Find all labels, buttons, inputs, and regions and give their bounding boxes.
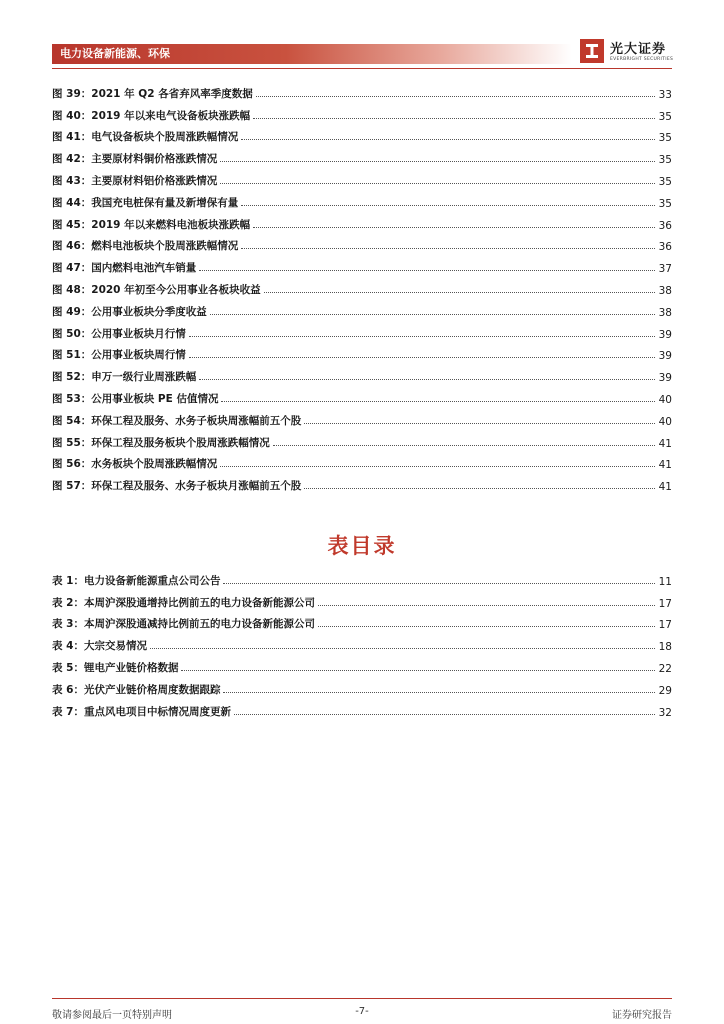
dot-leader [273,444,655,446]
figure-entry[interactable] [52,210,672,232]
dot-leader [150,647,655,649]
figure-entry[interactable] [52,297,672,319]
figure-entry-page: 37 [658,263,672,276]
table-entry-page: 32 [658,706,672,719]
table-list [52,566,672,719]
dot-leader [318,625,655,627]
figure-entry-page: 40 [658,393,672,406]
figure-entry[interactable] [52,406,672,428]
logo-mark-icon [580,39,604,63]
table-entry-label: 表 3：本周沪深股通减持比例前五的电力设备新能源公司 [52,618,315,631]
figure-entry[interactable] [52,123,672,145]
dot-leader [304,422,655,424]
dot-leader [223,691,655,693]
figure-entry-page: 40 [658,415,672,428]
dot-leader [253,117,655,119]
table-entry-page: 17 [658,619,672,632]
figure-entry-label: 图 56：水务板块个股周涨跌幅情况 [52,458,218,471]
table-entry[interactable] [52,610,672,632]
figure-entry[interactable] [52,362,672,384]
company-logo [580,36,680,70]
header-section-title: 电力设备新能源、环保 [60,47,170,60]
footer-divider [52,998,672,999]
figure-entry[interactable] [52,144,672,166]
figure-entry-label: 图 45：2019 年以来燃料电池板块涨跌幅 [52,218,251,231]
figure-entry-label: 图 49：公用事业板块分季度收益 [52,305,207,318]
table-entry[interactable] [52,675,672,697]
table-entry[interactable] [52,566,672,588]
figure-entry[interactable] [52,428,672,450]
dot-leader [220,182,655,184]
figure-entry-page: 36 [658,219,672,232]
figure-entry[interactable] [52,471,672,493]
figure-entry-label: 图 50：公用事业板块月行情 [52,327,186,340]
figure-entry-page: 38 [658,306,672,319]
table-entry[interactable] [52,697,672,719]
logo-text-cn: 光大证券 [610,42,667,57]
figure-entry[interactable] [52,101,672,123]
figure-entry[interactable] [52,79,672,101]
figure-entry-page: 35 [658,132,672,145]
footer-disclaimer: 敬请参阅最后一页特别声明 [52,1010,172,1021]
table-entry[interactable] [52,653,672,675]
figure-entry-page: 39 [658,372,672,385]
table-entry-label: 表 6：光伏产业链价格周度数据跟踪 [52,683,221,696]
dot-leader [199,269,655,271]
table-entry-page: 22 [658,662,672,675]
table-entry-label: 表 1：电力设备新能源重点公司公告 [52,574,221,587]
table-entry-label: 表 5：锂电产业链价格数据 [52,661,179,674]
figure-entry-label: 图 57：环保工程及服务、水务子板块月涨幅前五个股 [52,480,302,493]
dot-leader [318,604,655,606]
table-entry-page: 18 [658,641,672,654]
dot-leader [220,465,655,467]
figure-entry-label: 图 42：主要原材料铜价格涨跌情况 [52,153,218,166]
figure-entry[interactable] [52,450,672,472]
figure-entry[interactable] [52,166,672,188]
figure-entry-label: 图 55：环保工程及服务板块个股周涨跌幅情况 [52,436,270,449]
dot-leader [304,487,655,489]
figure-entry-label: 图 41：电气设备板块个股周涨跌幅情况 [52,131,239,144]
figure-entry-page: 35 [658,197,672,210]
figure-entry-label: 图 46：燃料电池板块个股周涨跌幅情况 [52,240,239,253]
dot-leader [241,138,655,140]
figure-entry-page: 33 [658,88,672,101]
figure-entry-page: 39 [658,350,672,363]
figure-entry[interactable] [52,319,672,341]
table-entry-label: 表 4：大宗交易情况 [52,640,147,653]
table-entry-page: 17 [658,597,672,610]
table-entry-page: 11 [658,575,672,588]
figure-entry-label: 图 48：2020 年初至今公用事业各板块收益 [52,283,261,296]
figure-entry-page: 39 [658,328,672,341]
footer-report-type: 证券研究报告 [612,1010,672,1021]
dot-leader [256,95,655,97]
dot-leader [234,713,655,715]
figure-entry-page: 35 [658,110,672,123]
dot-leader [253,226,655,228]
figure-entry-label: 图 52：申万一级行业周涨跌幅 [52,371,197,384]
dot-leader [241,247,655,249]
dot-leader [220,160,655,162]
figure-entry-page: 41 [658,437,672,450]
table-entry[interactable] [52,588,672,610]
table-entry-label: 表 7：重点风电项目中标情况周度更新 [52,705,231,718]
dot-leader [221,400,655,402]
dot-leader [189,335,655,337]
figure-entry-label: 图 51：公用事业板块周行情 [52,349,186,362]
figure-entry[interactable] [52,275,672,297]
figure-entry-label: 图 40：2019 年以来电气设备板块涨跌幅 [52,109,251,122]
figure-entry-label: 图 53：公用事业板块 PE 估值情况 [52,392,219,405]
dot-leader [181,669,655,671]
dot-leader [264,291,655,293]
figure-list [52,79,672,493]
figure-entry[interactable] [52,232,672,254]
table-entry-page: 29 [658,684,672,697]
figure-entry[interactable] [52,341,672,363]
figure-entry[interactable] [52,188,672,210]
dot-leader [223,582,655,584]
figure-entry-label: 图 54：环保工程及服务、水务子板块周涨幅前五个股 [52,414,302,427]
dot-leader [210,313,655,315]
figure-entry-page: 35 [658,154,672,167]
figure-entry-page: 36 [658,241,672,254]
logo-text-en: EVERBRIGHT SECURITIES [610,57,674,62]
figure-entry[interactable] [52,253,672,275]
dot-leader [199,378,655,380]
table-entry[interactable] [52,631,672,653]
figure-entry-label: 图 47：国内燃料电池汽车销量 [52,262,197,275]
figure-entry-label: 图 44：我国充电桩保有量及新增保有量 [52,196,239,209]
table-entry-label: 表 2：本周沪深股通增持比例前五的电力设备新能源公司 [52,596,315,609]
header-divider [52,68,672,69]
dot-leader [189,356,655,358]
dot-leader [241,204,655,206]
figure-entry[interactable] [52,384,672,406]
figure-entry-label: 图 39：2021 年 Q2 各省弃风率季度数据 [52,87,253,100]
figure-entry-page: 38 [658,284,672,297]
figure-entry-label: 图 43：主要原材料铝价格涨跌情况 [52,174,218,187]
figure-entry-page: 35 [658,175,672,188]
figure-entry-page: 41 [658,481,672,494]
page-number: -7- [355,1006,369,1017]
figure-entry-page: 41 [658,459,672,472]
tables-section-title: 表目录 [327,534,397,558]
